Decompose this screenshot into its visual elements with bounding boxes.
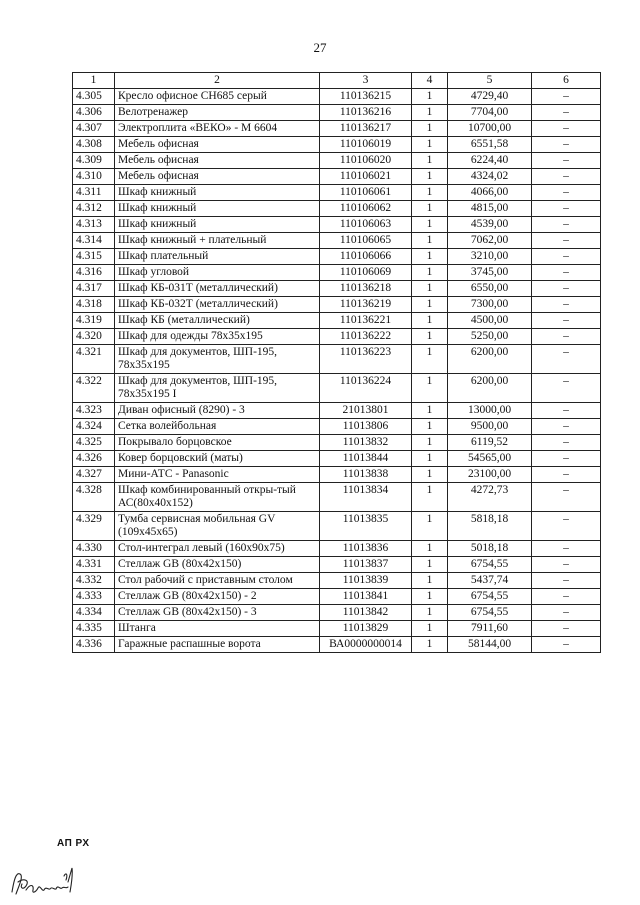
- table-row: [73, 201, 601, 217]
- item-name: Стеллаж GB (80х42х150) - 2: [115, 589, 320, 605]
- inventory-code: ВА0000000014: [320, 637, 412, 653]
- book-value: 23100,00: [448, 467, 532, 483]
- row-number: 4.319: [73, 313, 115, 329]
- item-name: Шкаф книжный: [115, 201, 320, 217]
- note-dash: –: [532, 297, 601, 313]
- item-name: Диван офисный (8290) - 3: [115, 403, 320, 419]
- row-number: 4.334: [73, 605, 115, 621]
- item-name: Кресло офисное СН685 серый: [115, 89, 320, 105]
- table-row: [73, 329, 601, 345]
- inventory-code: 110106020: [320, 153, 412, 169]
- quantity: 1: [412, 557, 448, 573]
- book-value: 5818,18: [448, 512, 532, 541]
- inventory-code: 110136224: [320, 374, 412, 403]
- quantity: 1: [412, 483, 448, 512]
- book-value: 6200,00: [448, 374, 532, 403]
- book-value: 5250,00: [448, 329, 532, 345]
- row-number: 4.316: [73, 265, 115, 281]
- row-number: 4.318: [73, 297, 115, 313]
- note-dash: –: [532, 217, 601, 233]
- book-value: 5018,18: [448, 541, 532, 557]
- item-name: Ковер борцовский (маты): [115, 451, 320, 467]
- book-value: 7062,00: [448, 233, 532, 249]
- quantity: 1: [412, 451, 448, 467]
- note-dash: –: [532, 557, 601, 573]
- item-name: Покрывало борцовское: [115, 435, 320, 451]
- inventory-code: 110136219: [320, 297, 412, 313]
- inventory-code: 11013837: [320, 557, 412, 573]
- inventory-code: 110136218: [320, 281, 412, 297]
- row-number: 4.311: [73, 185, 115, 201]
- inventory-code: 11013832: [320, 435, 412, 451]
- note-dash: –: [532, 121, 601, 137]
- quantity: 1: [412, 345, 448, 374]
- table-row: [73, 313, 601, 329]
- book-value: 4324,02: [448, 169, 532, 185]
- quantity: 1: [412, 121, 448, 137]
- note-dash: –: [532, 329, 601, 345]
- note-dash: –: [532, 512, 601, 541]
- row-number: 4.305: [73, 89, 115, 105]
- book-value: 6754,55: [448, 589, 532, 605]
- book-value: 6551,58: [448, 137, 532, 153]
- quantity: 1: [412, 137, 448, 153]
- book-value: 5437,74: [448, 573, 532, 589]
- table-row: [73, 249, 601, 265]
- table-row: [73, 185, 601, 201]
- table-row: [73, 265, 601, 281]
- table-row: [73, 345, 601, 374]
- quantity: 1: [412, 233, 448, 249]
- item-name: Электроплита «ВЕКО» - М 6604: [115, 121, 320, 137]
- item-name: Тумба сервисная мобильная GV (109х45х65): [115, 512, 320, 541]
- row-number: 4.321: [73, 345, 115, 374]
- row-number: 4.327: [73, 467, 115, 483]
- inventory-code: 110136216: [320, 105, 412, 121]
- quantity: 1: [412, 403, 448, 419]
- item-name: Шкаф плательный: [115, 249, 320, 265]
- row-number: 4.333: [73, 589, 115, 605]
- quantity: 1: [412, 217, 448, 233]
- quantity: 1: [412, 637, 448, 653]
- inventory-table: [72, 72, 601, 653]
- item-name: Шкаф книжный: [115, 185, 320, 201]
- book-value: 4539,00: [448, 217, 532, 233]
- row-number: 4.320: [73, 329, 115, 345]
- inventory-code: 110106019: [320, 137, 412, 153]
- item-name: Штанга: [115, 621, 320, 637]
- table-row: [73, 573, 601, 589]
- item-name: Мебель офисная: [115, 153, 320, 169]
- note-dash: –: [532, 374, 601, 403]
- quantity: 1: [412, 185, 448, 201]
- item-name: Шкаф для документов, ШП-195, 78х35х195 I: [115, 374, 320, 403]
- column-header: 1: [73, 73, 115, 89]
- page-number: 27: [313, 40, 327, 55]
- note-dash: –: [532, 451, 601, 467]
- row-number: 4.329: [73, 512, 115, 541]
- table-row: [73, 217, 601, 233]
- column-header: 6: [532, 73, 601, 89]
- footer-mark: АП РХ: [57, 838, 90, 849]
- note-dash: –: [532, 169, 601, 185]
- row-number: 4.330: [73, 541, 115, 557]
- book-value: 7704,00: [448, 105, 532, 121]
- table-row: [73, 169, 601, 185]
- note-dash: –: [532, 435, 601, 451]
- row-number: 4.307: [73, 121, 115, 137]
- note-dash: –: [532, 185, 601, 201]
- note-dash: –: [532, 467, 601, 483]
- row-number: 4.313: [73, 217, 115, 233]
- table-row: [73, 297, 601, 313]
- book-value: 9500,00: [448, 419, 532, 435]
- book-value: 4272,73: [448, 483, 532, 512]
- note-dash: –: [532, 265, 601, 281]
- note-dash: –: [532, 573, 601, 589]
- row-number: 4.317: [73, 281, 115, 297]
- item-name: Мебель офисная: [115, 169, 320, 185]
- table-row: [73, 403, 601, 419]
- quantity: 1: [412, 169, 448, 185]
- row-number: 4.328: [73, 483, 115, 512]
- note-dash: –: [532, 313, 601, 329]
- inventory-code: 11013839: [320, 573, 412, 589]
- book-value: 7911,60: [448, 621, 532, 637]
- item-name: Сетка волейбольная: [115, 419, 320, 435]
- quantity: 1: [412, 105, 448, 121]
- inventory-code: 110136221: [320, 313, 412, 329]
- table-row: [73, 233, 601, 249]
- note-dash: –: [532, 637, 601, 653]
- note-dash: –: [532, 621, 601, 637]
- table-header-row: [73, 73, 601, 89]
- note-dash: –: [532, 541, 601, 557]
- quantity: 1: [412, 512, 448, 541]
- quantity: 1: [412, 201, 448, 217]
- note-dash: –: [532, 419, 601, 435]
- inventory-code: 11013844: [320, 451, 412, 467]
- quantity: 1: [412, 435, 448, 451]
- note-dash: –: [532, 605, 601, 621]
- item-name: Шкаф угловой: [115, 265, 320, 281]
- quantity: 1: [412, 89, 448, 105]
- item-name: Шкаф для документов, ШП-195, 78х35х195: [115, 345, 320, 374]
- item-name: Стеллаж GB (80х42х150): [115, 557, 320, 573]
- quantity: 1: [412, 573, 448, 589]
- book-value: 4066,00: [448, 185, 532, 201]
- row-number: 4.325: [73, 435, 115, 451]
- row-number: 4.335: [73, 621, 115, 637]
- quantity: 1: [412, 153, 448, 169]
- note-dash: –: [532, 483, 601, 512]
- table-row: [73, 153, 601, 169]
- quantity: 1: [412, 419, 448, 435]
- row-number: 4.331: [73, 557, 115, 573]
- inventory-code: 110136222: [320, 329, 412, 345]
- inventory-code: 110106061: [320, 185, 412, 201]
- book-value: 6200,00: [448, 345, 532, 374]
- quantity: 1: [412, 605, 448, 621]
- quantity: 1: [412, 589, 448, 605]
- inventory-code: 110136223: [320, 345, 412, 374]
- item-name: Мебель офисная: [115, 137, 320, 153]
- item-name: Шкаф комбинированный откры-тый АС(80х40х152): [115, 483, 320, 512]
- inventory-code: 110106069: [320, 265, 412, 281]
- row-number: 4.324: [73, 419, 115, 435]
- note-dash: –: [532, 281, 601, 297]
- table-row: [73, 589, 601, 605]
- table-row: [73, 89, 601, 105]
- signature-icon: [8, 862, 98, 902]
- table-row: [73, 605, 601, 621]
- table-row: [73, 621, 601, 637]
- inventory-code: 11013836: [320, 541, 412, 557]
- row-number: 4.308: [73, 137, 115, 153]
- row-number: 4.326: [73, 451, 115, 467]
- inventory-code: 11013829: [320, 621, 412, 637]
- item-name: Шкаф КБ (металлический): [115, 313, 320, 329]
- book-value: 6754,55: [448, 557, 532, 573]
- table-row: [73, 137, 601, 153]
- row-number: 4.323: [73, 403, 115, 419]
- note-dash: –: [532, 403, 601, 419]
- book-value: 13000,00: [448, 403, 532, 419]
- table-row: [73, 451, 601, 467]
- note-dash: –: [532, 249, 601, 265]
- item-name: Стол-интеграл левый (160х90х75): [115, 541, 320, 557]
- table-row: [73, 419, 601, 435]
- note-dash: –: [532, 89, 601, 105]
- column-header: 3: [320, 73, 412, 89]
- item-name: Шкаф книжный: [115, 217, 320, 233]
- inventory-code: 11013834: [320, 483, 412, 512]
- item-name: Шкаф КБ-032Т (металлический): [115, 297, 320, 313]
- quantity: 1: [412, 621, 448, 637]
- row-number: 4.314: [73, 233, 115, 249]
- inventory-code: 110106021: [320, 169, 412, 185]
- table-row: [73, 467, 601, 483]
- book-value: 6119,52: [448, 435, 532, 451]
- note-dash: –: [532, 201, 601, 217]
- row-number: 4.309: [73, 153, 115, 169]
- table-row: [73, 105, 601, 121]
- quantity: 1: [412, 329, 448, 345]
- book-value: 7300,00: [448, 297, 532, 313]
- book-value: 6550,00: [448, 281, 532, 297]
- note-dash: –: [532, 105, 601, 121]
- book-value: 4729,40: [448, 89, 532, 105]
- inventory-code: 110106065: [320, 233, 412, 249]
- book-value: 10700,00: [448, 121, 532, 137]
- inventory-code: 110106063: [320, 217, 412, 233]
- book-value: 3745,00: [448, 265, 532, 281]
- table-row: [73, 121, 601, 137]
- quantity: 1: [412, 249, 448, 265]
- quantity: 1: [412, 281, 448, 297]
- table-row: [73, 281, 601, 297]
- table-row: [73, 483, 601, 512]
- note-dash: –: [532, 345, 601, 374]
- quantity: 1: [412, 313, 448, 329]
- quantity: 1: [412, 297, 448, 313]
- inventory-code: 11013838: [320, 467, 412, 483]
- quantity: 1: [412, 374, 448, 403]
- table-row: [73, 541, 601, 557]
- book-value: 4815,00: [448, 201, 532, 217]
- quantity: 1: [412, 265, 448, 281]
- inventory-code: 11013806: [320, 419, 412, 435]
- inventory-code: 110106066: [320, 249, 412, 265]
- note-dash: –: [532, 589, 601, 605]
- row-number: 4.315: [73, 249, 115, 265]
- book-value: 58144,00: [448, 637, 532, 653]
- quantity: 1: [412, 541, 448, 557]
- table-row: [73, 557, 601, 573]
- row-number: 4.332: [73, 573, 115, 589]
- inventory-code: 11013841: [320, 589, 412, 605]
- inventory-code: 21013801: [320, 403, 412, 419]
- item-name: Шкаф для одежды 78х35х195: [115, 329, 320, 345]
- column-header: 4: [412, 73, 448, 89]
- item-name: Мини-АТС - Panasonic: [115, 467, 320, 483]
- book-value: 6754,55: [448, 605, 532, 621]
- inventory-code: 110136217: [320, 121, 412, 137]
- quantity: 1: [412, 467, 448, 483]
- inventory-code: 110136215: [320, 89, 412, 105]
- table-row: [73, 374, 601, 403]
- table-row: [73, 637, 601, 653]
- table-row: [73, 512, 601, 541]
- item-name: Велотренажер: [115, 105, 320, 121]
- item-name: Шкаф книжный + плательный: [115, 233, 320, 249]
- column-header: 5: [448, 73, 532, 89]
- book-value: 54565,00: [448, 451, 532, 467]
- item-name: Стол рабочий с приставным столом: [115, 573, 320, 589]
- note-dash: –: [532, 137, 601, 153]
- item-name: Гаражные распашные ворота: [115, 637, 320, 653]
- row-number: 4.310: [73, 169, 115, 185]
- note-dash: –: [532, 153, 601, 169]
- item-name: Шкаф КБ-031Т (металлический): [115, 281, 320, 297]
- column-header: 2: [115, 73, 320, 89]
- row-number: 4.306: [73, 105, 115, 121]
- book-value: 4500,00: [448, 313, 532, 329]
- book-value: 6224,40: [448, 153, 532, 169]
- note-dash: –: [532, 233, 601, 249]
- item-name: Стеллаж GB (80х42х150) - 3: [115, 605, 320, 621]
- book-value: 3210,00: [448, 249, 532, 265]
- row-number: 4.322: [73, 374, 115, 403]
- row-number: 4.312: [73, 201, 115, 217]
- inventory-code: 110106062: [320, 201, 412, 217]
- row-number: 4.336: [73, 637, 115, 653]
- table-row: [73, 435, 601, 451]
- inventory-code: 11013842: [320, 605, 412, 621]
- inventory-code: 11013835: [320, 512, 412, 541]
